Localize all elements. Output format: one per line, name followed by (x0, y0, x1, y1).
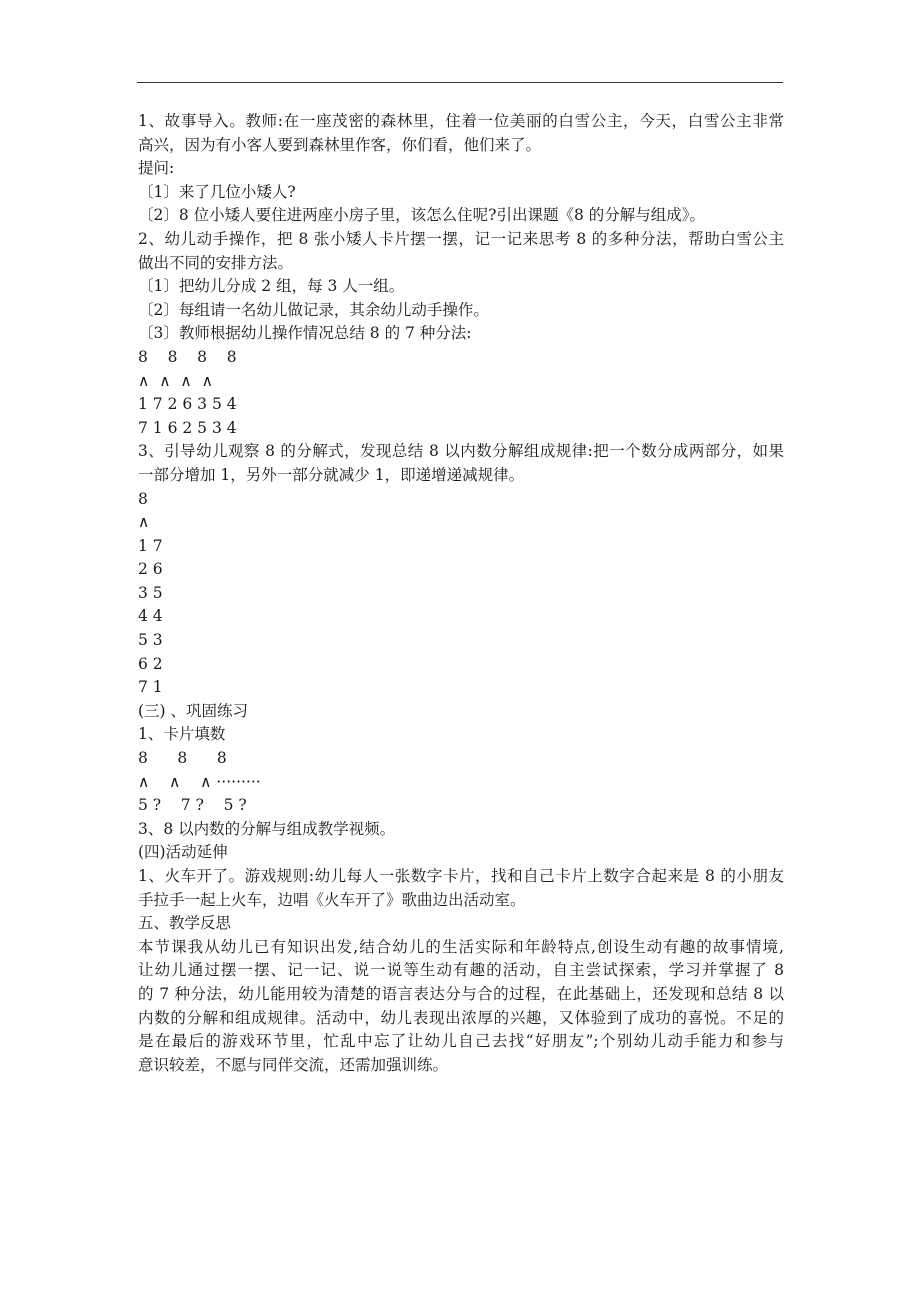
text-line: ∧ ∧ ∧ ········· (138, 772, 261, 791)
text-line: 4 4 (138, 607, 163, 626)
text-line: 一部分增加 1，另外一部分就减少 1，即递增递减规律。 (138, 465, 525, 484)
text-line: 1、卡片填数 (138, 725, 226, 744)
text-line: 〔1〕来了几位小矮人? (138, 182, 296, 201)
text-line: 〔3〕教师根据幼儿操作情况总结 8 的 7 种分法: (138, 324, 472, 343)
text-line: 5 3 (138, 631, 163, 650)
text-line: 高兴，因为有小客人要到森林里作客，你们看，他们来了。 (138, 135, 542, 154)
text-line: 1、故事导入。教师:在一座茂密的森林里，住着一位美丽的白雪公主，今天，白雪公主非常 (138, 112, 784, 130)
text-line: 1 7 (138, 536, 163, 555)
text-line: (四)活动延伸 (138, 843, 228, 862)
text-line: 5 ? 7 ? 5 ? (138, 796, 247, 815)
text-line: 让幼儿通过摆一摆、记一记、说一说等生动有趣的活动，自主尝试探索，学习并掌握了 8 (138, 961, 784, 980)
text-line: 3、引导幼儿观察 8 的分解式，发现总结 8 以内数分解组成规律:把一个数分成两部分，如果 (138, 442, 784, 461)
text-line: 8 (138, 489, 148, 508)
text-line: 3 5 (138, 583, 163, 602)
text-line: 1、火车开了。游戏规则:幼儿每人一张数字卡片，找和自己卡片上数字合起来是 8 的小朋友 (138, 867, 784, 885)
text-line: 7 1 6 2 5 3 4 (138, 418, 237, 437)
text-line: 3、8 以内数的分解与组成教学视频。 (138, 819, 396, 838)
text-line: 7 1 (138, 678, 163, 697)
text-line: 的 7 种分法，幼儿能用较为清楚的语言表达分与合的过程，在此基础上，还发现和总结 8 以 (138, 984, 784, 1003)
text-line: 〔2〕8 位小矮人要住进两座小房子里，该怎么住呢?引出课题《8 的分解与组成》。 (138, 206, 706, 225)
document-body (138, 110, 784, 1077)
text-line: ∧ ∧ ∧ ∧ (138, 371, 213, 390)
header-rule (137, 82, 783, 83)
text-line: 8 8 8 (138, 749, 227, 768)
text-line: ∧ (138, 513, 150, 532)
text-line: 意识较差，不愿与同伴交流，还需加强训练。 (138, 1055, 449, 1074)
text-line: 内数的分解和组成规律。活动中，幼儿表现出浓厚的兴趣，又体验到了成功的喜悦。不足的 (138, 1008, 784, 1027)
text-line: 提问: (138, 159, 175, 178)
text-line: 五、教学反思 (138, 914, 232, 933)
text-line: 做出不同的安排方法。 (138, 253, 294, 272)
text-line: 〔2〕每组请一名幼儿做记录，其余幼儿动手操作。 (138, 300, 489, 319)
text-line: (三) 、巩固练习 (138, 701, 249, 720)
text-line: 是在最后的游戏环节里，忙乱中忘了让幼儿自己去找“好朋友”;个别幼儿动手能力和参与 (138, 1032, 784, 1051)
text-line: 2 6 (138, 560, 163, 579)
text-line: 〔1〕把幼儿分成 2 组，每 3 人一组。 (138, 277, 405, 296)
text-line: 本节课我从幼儿已有知识出发,结合幼儿的生活实际和年龄特点,创设生动有趣的故事情境, (138, 937, 784, 956)
text-line: 8 8 8 8 (138, 347, 237, 366)
text-line: 2、幼儿动手操作，把 8 张小矮人卡片摆一摆，记一记来思考 8 的多种分法，帮助白雪公主 (138, 229, 784, 248)
text-line: 6 2 (138, 654, 163, 673)
text-line: 1 7 2 6 3 5 4 (138, 395, 237, 414)
text-line: 手拉手一起上火车，边唱《火车开了》歌曲边出活动室。 (138, 890, 526, 909)
